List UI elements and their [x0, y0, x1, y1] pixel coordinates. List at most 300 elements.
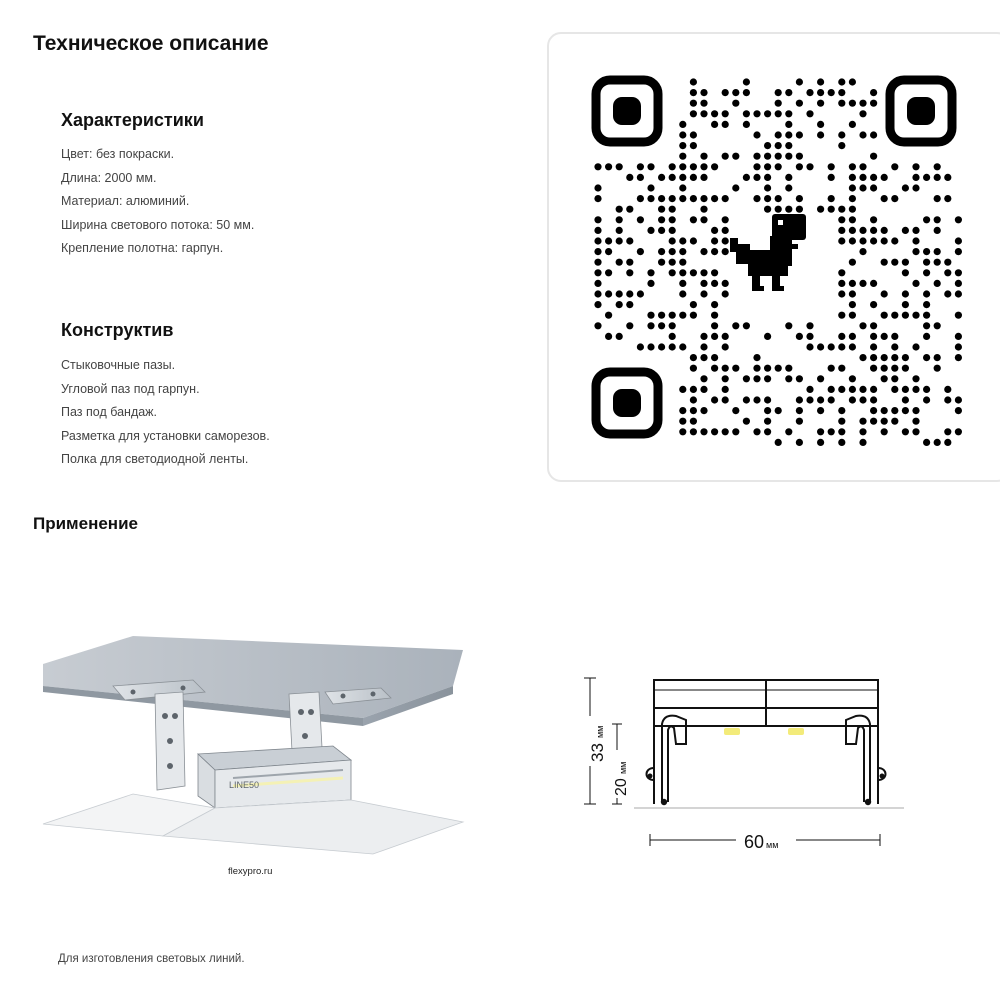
qr-module — [785, 375, 792, 382]
qr-module — [859, 227, 866, 234]
profile-marking: LINE50 — [229, 780, 260, 790]
qr-module — [764, 163, 771, 170]
qr-module — [658, 322, 665, 329]
qr-module — [912, 280, 919, 287]
qr-module — [902, 301, 909, 308]
qr-module — [806, 333, 813, 340]
qr-module — [923, 439, 930, 446]
qr-module — [838, 280, 845, 287]
qr-module — [881, 227, 888, 234]
qr-module — [764, 110, 771, 117]
qr-module — [647, 269, 654, 276]
qr-module — [838, 290, 845, 297]
dim-width-unit: мм — [766, 840, 779, 850]
qr-module — [817, 121, 824, 128]
qr-module — [753, 131, 760, 138]
qr-module — [690, 216, 697, 223]
qr-module — [838, 131, 845, 138]
qr-module — [743, 396, 750, 403]
qr-module — [934, 439, 941, 446]
qr-module — [923, 301, 930, 308]
qr-module — [764, 206, 771, 213]
qr-module — [902, 365, 909, 372]
qr-module — [923, 386, 930, 393]
qr-module — [732, 322, 739, 329]
qr-module — [849, 237, 856, 244]
qr-module — [923, 248, 930, 255]
qr-module — [955, 237, 962, 244]
qr-module — [732, 100, 739, 107]
qr-module — [859, 100, 866, 107]
qr-module — [669, 259, 676, 266]
qr-module — [934, 216, 941, 223]
qr-module — [785, 322, 792, 329]
qr-module — [637, 290, 644, 297]
qr-code-card — [547, 32, 1000, 482]
qr-module — [902, 290, 909, 297]
qr-module — [764, 407, 771, 414]
qr-module — [796, 333, 803, 340]
qr-module — [764, 375, 771, 382]
qr-module — [658, 259, 665, 266]
qr-module — [605, 312, 612, 319]
qr-module — [849, 280, 856, 287]
qr-module — [616, 237, 623, 244]
qr-module — [753, 428, 760, 435]
qr-module — [828, 206, 835, 213]
qr-module — [700, 174, 707, 181]
qr-module — [870, 386, 877, 393]
qr-module — [944, 174, 951, 181]
qr-module — [806, 343, 813, 350]
qr-module — [679, 121, 686, 128]
qr-module — [796, 131, 803, 138]
qr-module — [796, 396, 803, 403]
qr-module — [594, 195, 601, 202]
qr-module — [806, 110, 813, 117]
qr-module — [785, 110, 792, 117]
qr-module — [594, 227, 601, 234]
qr-module — [785, 428, 792, 435]
qr-module — [881, 428, 888, 435]
qr-module — [711, 237, 718, 244]
qr-module — [775, 89, 782, 96]
qr-module — [637, 216, 644, 223]
qr-module — [817, 100, 824, 107]
qr-module — [912, 343, 919, 350]
qr-module — [796, 78, 803, 85]
qr-module — [923, 322, 930, 329]
qr-module — [859, 418, 866, 425]
qr-module — [679, 418, 686, 425]
qr-module — [796, 439, 803, 446]
qr-module — [690, 163, 697, 170]
qr-module — [891, 237, 898, 244]
application-heading: Применение — [33, 514, 138, 533]
qr-module — [764, 195, 771, 202]
qr-module — [891, 195, 898, 202]
qr-module — [881, 290, 888, 297]
qr-module — [722, 110, 729, 117]
qr-module — [616, 301, 623, 308]
qr-module — [700, 100, 707, 107]
qr-module — [859, 110, 866, 117]
qr-module — [838, 333, 845, 340]
qr-module — [722, 121, 729, 128]
qr-module — [722, 248, 729, 255]
qr-module — [700, 428, 707, 435]
qr-module — [934, 195, 941, 202]
characteristics-item: Цвет: без покраски. — [61, 147, 175, 161]
qr-module — [616, 227, 623, 234]
qr-module — [817, 396, 824, 403]
qr-module — [669, 312, 676, 319]
qr-module — [722, 89, 729, 96]
construction-heading: Конструктив — [61, 320, 174, 340]
qr-module — [637, 163, 644, 170]
qr-module — [690, 89, 697, 96]
qr-module — [891, 354, 898, 361]
qr-module — [849, 121, 856, 128]
qr-module — [923, 269, 930, 276]
qr-module — [647, 312, 654, 319]
qr-module — [859, 184, 866, 191]
qr-module — [700, 216, 707, 223]
qr-module — [859, 354, 866, 361]
qr-module — [944, 290, 951, 297]
qr-module — [658, 195, 665, 202]
qr-module — [902, 227, 909, 234]
qr-module — [690, 312, 697, 319]
qr-module — [785, 131, 792, 138]
construction-item: Стыковочные пазы. — [61, 358, 176, 372]
qr-module — [775, 407, 782, 414]
qr-module — [838, 89, 845, 96]
qr-module — [955, 280, 962, 287]
qr-module — [955, 396, 962, 403]
qr-module — [594, 163, 601, 170]
qr-module — [700, 110, 707, 117]
qr-module — [722, 428, 729, 435]
qr-module — [796, 206, 803, 213]
qr-module — [775, 365, 782, 372]
qr-module — [955, 343, 962, 350]
qr-module — [828, 343, 835, 350]
qr-module — [955, 333, 962, 340]
qr-module — [870, 333, 877, 340]
qr-module — [838, 312, 845, 319]
qr-module — [690, 100, 697, 107]
qr-module — [870, 89, 877, 96]
qr-module — [679, 407, 686, 414]
qr-module — [817, 78, 824, 85]
qr-module — [828, 89, 835, 96]
qr-module — [722, 237, 729, 244]
qr-module — [796, 418, 803, 425]
qr-module — [859, 439, 866, 446]
qr-module — [891, 365, 898, 372]
qr-module — [838, 428, 845, 435]
qr-module — [775, 100, 782, 107]
qr-module — [700, 280, 707, 287]
qr-module — [849, 227, 856, 234]
qr-module — [626, 237, 633, 244]
qr-module — [955, 290, 962, 297]
qr-module — [849, 312, 856, 319]
qr-module — [743, 418, 750, 425]
characteristics-item: Крепление полотна: гарпун. — [61, 241, 224, 255]
qr-module — [870, 216, 877, 223]
qr-module — [700, 89, 707, 96]
qr-module — [594, 322, 601, 329]
qr-module — [838, 227, 845, 234]
qr-module — [891, 312, 898, 319]
qr-module — [594, 301, 601, 308]
qr-module — [764, 428, 771, 435]
qr-module — [743, 174, 750, 181]
qr-module — [711, 333, 718, 340]
qr-module — [785, 206, 792, 213]
qr-code — [590, 74, 990, 474]
qr-module — [764, 153, 771, 160]
qr-module — [849, 78, 856, 85]
qr-module — [785, 89, 792, 96]
qr-module — [690, 237, 697, 244]
qr-module — [616, 333, 623, 340]
qr-module — [700, 153, 707, 160]
qr-module — [732, 153, 739, 160]
qr-module — [934, 248, 941, 255]
construction-item: Разметка для установки саморезов. — [61, 428, 270, 443]
qr-finder-bottom-left — [596, 372, 658, 434]
qr-module — [785, 121, 792, 128]
qr-module — [647, 343, 654, 350]
qr-module — [902, 184, 909, 191]
qr-module — [902, 396, 909, 403]
dim-height-total: 33 — [588, 743, 607, 762]
qr-module — [700, 195, 707, 202]
qr-module — [616, 290, 623, 297]
qr-module — [711, 396, 718, 403]
qr-module — [700, 375, 707, 382]
led-chip — [724, 728, 740, 735]
qr-module — [934, 227, 941, 234]
qr-module — [934, 280, 941, 287]
qr-module — [849, 343, 856, 350]
qr-module — [700, 333, 707, 340]
qr-module — [859, 280, 866, 287]
qr-module — [605, 333, 612, 340]
qr-module — [912, 174, 919, 181]
qr-module — [626, 259, 633, 266]
qr-module — [891, 386, 898, 393]
qr-module — [711, 163, 718, 170]
qr-module — [796, 100, 803, 107]
qr-module — [923, 333, 930, 340]
qr-module — [700, 386, 707, 393]
qr-module — [722, 386, 729, 393]
qr-module — [912, 237, 919, 244]
qr-module — [679, 237, 686, 244]
qr-module — [849, 163, 856, 170]
qr-module — [647, 195, 654, 202]
qr-module — [594, 184, 601, 191]
qr-module — [806, 322, 813, 329]
qr-module — [775, 206, 782, 213]
qr-module — [944, 439, 951, 446]
qr-module — [806, 396, 813, 403]
qr-module — [870, 301, 877, 308]
qr-module — [594, 248, 601, 255]
characteristics-item: Длина: 2000 мм. — [61, 170, 157, 185]
qr-module — [923, 174, 930, 181]
qr-module — [679, 248, 686, 255]
qr-module — [669, 237, 676, 244]
qr-module — [870, 365, 877, 372]
qr-module — [828, 365, 835, 372]
qr-module — [775, 439, 782, 446]
qr-module — [785, 153, 792, 160]
qr-module — [700, 354, 707, 361]
qr-module — [647, 163, 654, 170]
qr-module — [849, 100, 856, 107]
qr-module — [912, 428, 919, 435]
qr-module — [902, 428, 909, 435]
qr-module — [690, 195, 697, 202]
qr-module — [743, 78, 750, 85]
qr-module — [637, 195, 644, 202]
qr-module — [859, 386, 866, 393]
qr-module — [838, 269, 845, 276]
qr-module — [934, 322, 941, 329]
qr-module — [806, 386, 813, 393]
qr-module — [881, 333, 888, 340]
qr-module — [944, 259, 951, 266]
qr-module — [806, 89, 813, 96]
qr-module — [859, 322, 866, 329]
qr-module — [828, 428, 835, 435]
qr-module — [690, 428, 697, 435]
qr-module — [828, 195, 835, 202]
qr-module — [817, 131, 824, 138]
qr-module — [616, 206, 623, 213]
qr-module — [753, 110, 760, 117]
qr-module — [711, 269, 718, 276]
qr-module — [891, 418, 898, 425]
qr-module — [838, 365, 845, 372]
qr-module — [944, 195, 951, 202]
led-profile — [198, 746, 351, 808]
qr-module — [732, 89, 739, 96]
qr-module — [870, 354, 877, 361]
qr-module — [722, 227, 729, 234]
qr-module — [955, 407, 962, 414]
qr-module — [700, 248, 707, 255]
qr-module — [955, 269, 962, 276]
qr-module — [669, 333, 676, 340]
qr-module — [605, 163, 612, 170]
qr-module — [690, 418, 697, 425]
qr-module — [849, 396, 856, 403]
qr-module — [669, 322, 676, 329]
qr-module — [849, 386, 856, 393]
qr-module — [817, 206, 824, 213]
qr-module — [881, 195, 888, 202]
qr-module — [690, 407, 697, 414]
qr-module — [711, 280, 718, 287]
qr-module — [849, 259, 856, 266]
qr-module — [944, 269, 951, 276]
qr-module — [955, 248, 962, 255]
qr-module — [796, 195, 803, 202]
qr-module — [690, 131, 697, 138]
qr-module — [838, 439, 845, 446]
qr-module — [700, 290, 707, 297]
qr-module — [785, 184, 792, 191]
qr-module — [817, 407, 824, 414]
dim-height-inner: 20 — [613, 778, 630, 796]
qr-module — [679, 184, 686, 191]
qr-module — [849, 216, 856, 223]
qr-module — [785, 142, 792, 149]
qr-module — [679, 280, 686, 287]
qr-module — [711, 227, 718, 234]
qr-module — [859, 237, 866, 244]
qr-module — [711, 428, 718, 435]
qr-module — [753, 195, 760, 202]
qr-module — [912, 375, 919, 382]
qr-module — [616, 216, 623, 223]
qr-module — [764, 174, 771, 181]
qr-module — [859, 396, 866, 403]
qr-module — [955, 216, 962, 223]
qr-module — [669, 163, 676, 170]
qr-module — [700, 163, 707, 170]
qr-module — [679, 428, 686, 435]
qr-module — [690, 174, 697, 181]
qr-module — [722, 375, 729, 382]
construction-item: Паз под бандаж. — [61, 405, 158, 419]
qr-module — [722, 396, 729, 403]
qr-module — [764, 142, 771, 149]
qr-module — [711, 248, 718, 255]
qr-module — [849, 301, 856, 308]
qr-module — [764, 396, 771, 403]
qr-module — [859, 248, 866, 255]
qr-module — [753, 375, 760, 382]
qr-module — [849, 375, 856, 382]
qr-module — [870, 418, 877, 425]
qr-module — [838, 100, 845, 107]
qr-module — [732, 428, 739, 435]
qr-module — [626, 206, 633, 213]
qr-module — [679, 290, 686, 297]
qr-module — [775, 142, 782, 149]
qr-module — [934, 163, 941, 170]
qr-module — [838, 418, 845, 425]
qr-module — [912, 163, 919, 170]
qr-module — [626, 290, 633, 297]
qr-module — [669, 269, 676, 276]
qr-module — [923, 259, 930, 266]
qr-module — [881, 407, 888, 414]
qr-module — [669, 206, 676, 213]
qr-module — [775, 153, 782, 160]
qr-module — [838, 216, 845, 223]
qr-module — [859, 428, 866, 435]
qr-module — [785, 365, 792, 372]
qr-module — [849, 184, 856, 191]
